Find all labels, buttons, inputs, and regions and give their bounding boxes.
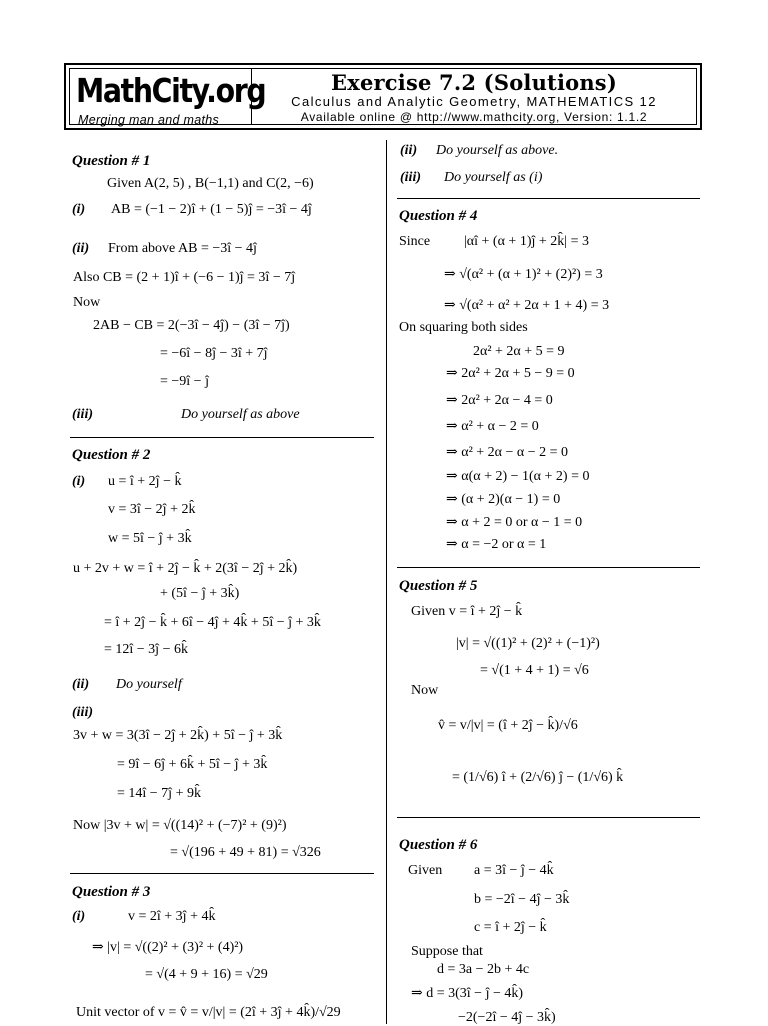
q2-t4: Now |3v + w| = √((14)² + (−7)² + (9)²) (73, 818, 287, 833)
q2-t5: = √(196 + 49 + 81) = √326 (170, 845, 321, 860)
q4-step-1: |αî + (α + 1)ĵ + 2k̂| = 3 (464, 234, 589, 249)
q4-bottom-rule (397, 567, 700, 568)
column-divider (386, 140, 387, 1024)
q2-t1: 3v + w = 3(3î − 2ĵ + 2k̂) + 5î − ĵ + 3k̂ (73, 728, 283, 743)
q2-ii-label: (ii) (72, 677, 90, 692)
q5-magnitude: |v| = √((1)² + (2)² + (−1)²) (456, 636, 600, 651)
q2-step-2: + (5î − ĵ + 3k̂) (160, 586, 240, 601)
q1-ii-label: (ii) (72, 241, 90, 256)
header-box (64, 63, 702, 130)
logo-cell (70, 69, 266, 127)
q2-w: w = 5î − ĵ + 3k̂ (108, 531, 192, 546)
q3-v: v = 2î + 3ĵ + 4k̂ (128, 909, 216, 924)
q4-step-8: ⇒ α² + 2α − α − 2 = 0 (446, 445, 569, 460)
q4-step-10: ⇒ (α + 2)(α − 1) = 0 (446, 492, 561, 507)
q1-given: Given A(2, 5) , B(−1,1) and C(2, −6) (107, 176, 314, 191)
q6-d3: −2(−2î − 4ĵ − 3k̂) (458, 1010, 556, 1025)
q3-result: = √(4 + 9 + 16) = √29 (145, 967, 268, 982)
q2-t2: = 9î − 6ĵ + 6k̂ + 5î − ĵ + 3k̂ (117, 757, 268, 772)
q6-b: b = −2î − 4ĵ − 3k̂ (474, 892, 570, 907)
q1-step-2: = −6î − 8ĵ − 3î + 7ĵ (160, 346, 268, 361)
q2-u: u = î + 2ĵ − k̂ (108, 474, 182, 489)
prev-iii-label: (iii) (400, 170, 421, 185)
q4-step-4: 2α² + 2α + 5 = 9 (473, 344, 565, 359)
q5-unit-vector: v̂ = v/|v| = (î + 2ĵ − k̂)/√6 (438, 718, 578, 733)
q4-step-12: ⇒ α = −2 or α = 1 (446, 537, 547, 552)
header-inner-frame (69, 68, 697, 125)
q1-step-1: 2AB − CB = 2(−3î − 4ĵ) − (3î − 7ĵ) (93, 318, 290, 333)
q3-i-label: (i) (72, 909, 86, 924)
q4-step-6: ⇒ 2α² + 2α − 4 = 0 (446, 393, 553, 408)
prev-ii-text: Do yourself as above. (436, 143, 559, 158)
top-right-rule (397, 198, 700, 199)
q3-magnitude: ⇒ |v| = √((2)² + (3)² + (4)²) (92, 940, 244, 955)
q1-also-line: Also CB = (2 + 1)î + (−6 − 1)ĵ = 3î − 7ĵ (73, 270, 296, 285)
q2-iii-label: (iii) (72, 705, 93, 720)
q4-step-9: ⇒ α(α + 2) − 1(α + 2) = 0 (446, 469, 590, 484)
q3-heading: Question # 3 (72, 884, 151, 900)
q2-v: v = 3î − 2ĵ + 2k̂ (108, 502, 196, 517)
q4-step-5: ⇒ 2α² + 2α + 5 − 9 = 0 (446, 366, 575, 381)
q5-bottom-rule (397, 817, 700, 818)
q1-i-label: (i) (72, 202, 86, 217)
q5-given: Given v = î + 2ĵ − k̂ (411, 604, 523, 619)
q1-i-line: AB = (−1 − 2)î + (1 − 5)ĵ = −3î − 4ĵ (111, 202, 312, 217)
q1-bottom-rule (70, 437, 374, 438)
site-logo: MathCity.org (76, 71, 266, 110)
q2-ii-text: Do yourself (116, 677, 182, 692)
q2-step-3: = î + 2ĵ − k̂ + 6î − 4ĵ + 4k̂ + 5î − ĵ + 3k̂ (104, 615, 321, 630)
exercise-title: Exercise 7.2 (Solutions) (331, 70, 617, 95)
q4-step-7: ⇒ α² + α − 2 = 0 (446, 419, 539, 434)
prev-iii-text: Do yourself as (i) (444, 170, 543, 185)
q6-d2: ⇒ d = 3(3î − ĵ − 4k̂) (411, 986, 524, 1001)
q6-d1: d = 3a − 2b + 4c (437, 962, 530, 977)
q6-given: Given (408, 863, 443, 878)
q2-t3: = 14î − 7ĵ + 9k̂ (117, 786, 201, 801)
q2-i-label: (i) (72, 474, 86, 489)
q3-unit-vector: Unit vector of v = v̂ = v/|v| = (2î + 3ĵ + 4k̂)/√29 (76, 1005, 341, 1020)
q4-since: Since (399, 234, 431, 249)
q6-heading: Question # 6 (399, 837, 478, 853)
q4-step-3: ⇒ √(α² + α² + 2α + 1 + 4) = 3 (444, 298, 610, 313)
q4-step-2: ⇒ √(α² + (α + 1)² + (2)²) = 3 (444, 267, 603, 282)
q4-step-11: ⇒ α + 2 = 0 or α − 1 = 0 (446, 515, 583, 530)
q6-a: a = 3î − ĵ − 4k̂ (474, 863, 554, 878)
q4-heading: Question # 4 (399, 208, 478, 224)
availability-line: Available online @ http://www.mathcity.org, Version: 1.1.2 (300, 110, 648, 124)
q6-c: c = î + 2ĵ − k̂ (474, 920, 547, 935)
book-subtitle: Calculus and Analytic Geometry, MATHEMATICS 12 (291, 94, 657, 109)
q1-heading: Question # 1 (72, 153, 151, 169)
q1-ii-line: From above AB = −3î − 4ĵ (108, 241, 257, 256)
q5-now: Now (411, 683, 439, 698)
q2-step-4: = 12î − 3ĵ − 6k̂ (104, 642, 188, 657)
q5-heading: Question # 5 (399, 578, 478, 594)
q1-iii-label: (iii) (72, 407, 93, 422)
q1-iii-text: Do yourself as above (181, 407, 300, 422)
q2-heading: Question # 2 (72, 447, 151, 463)
title-cell (252, 69, 696, 124)
prev-ii-label: (ii) (400, 143, 418, 158)
q2-bottom-rule (70, 873, 374, 874)
q6-suppose: Suppose that (411, 944, 483, 959)
q4-squaring: On squaring both sides (399, 320, 528, 335)
q5-result-2: = (1/√6) î + (2/√6) ĵ − (1/√6) k̂ (452, 770, 624, 785)
tagline: Merging man and maths (78, 113, 220, 127)
q1-now: Now (73, 295, 101, 310)
q1-step-3: = −9î − ĵ (160, 374, 209, 389)
q5-result: = √(1 + 4 + 1) = √6 (480, 663, 589, 678)
q2-step-1: u + 2v + w = î + 2ĵ − k̂ + 2(3î − 2ĵ + 2k̂) (73, 561, 298, 576)
